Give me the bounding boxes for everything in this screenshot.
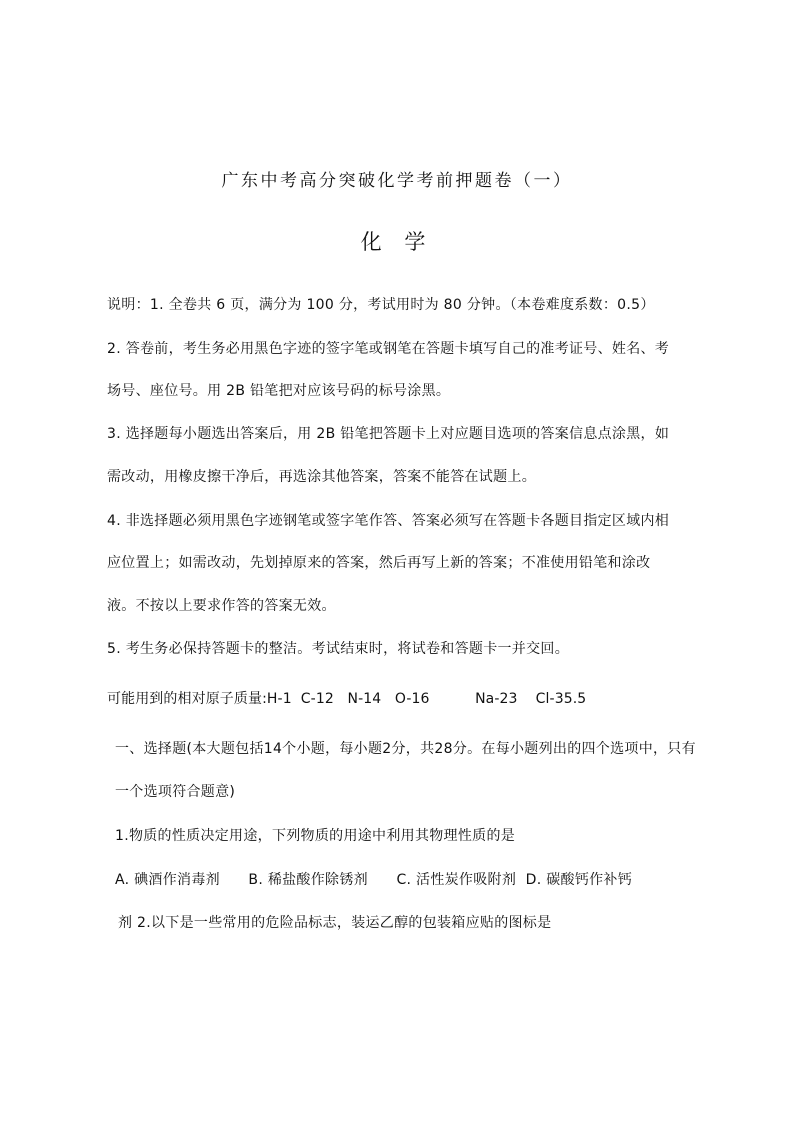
section-heading-line-1: 一、选择题(本大题包括14个小题，每小题2分，共28分。在每小题列出的四个选项中，只有	[115, 741, 696, 757]
question-1-stem: 1.物质的性质决定用途，下列物质的用途中利用其物理性质的是	[115, 828, 516, 844]
instruction-item-4-line-3: 液。不按以上要求作答的答案无效。	[107, 598, 336, 614]
atomic-masses	[107, 690, 586, 708]
question-1-continuation: 剂 2.以下是一些常用的危险品标志，装运乙醇的包装箱应贴的图标是	[118, 915, 552, 931]
instruction-item-3-line-2: 需改动，用橡皮擦干净后，再选涂其他答案，答案不能答在试题上。	[107, 469, 536, 485]
atomic-masses-values: H-1 C-12 N-14 O-16 Na-23 Cl-35.5	[266, 691, 587, 707]
instruction-item-5: 5. 考生务必保持答题卡的整洁。考试结束时，将试卷和答题卡一并交回。	[107, 641, 570, 657]
atomic-masses-label: 可能用到的相对原子质量:	[107, 691, 267, 707]
page-title: 广东中考高分突破化学考前押题卷（一）	[221, 171, 573, 191]
section-heading-line-2: 一个选项符合题意)	[115, 784, 236, 800]
instruction-item-2-line-1: 2. 答卷前，考生务必用黑色字迹的签字笔或钢笔在答题卡填写自己的准考证号、姓名、考	[107, 341, 670, 357]
instruction-item-4-line-1: 4. 非选择题必须用黑色字迹钢笔或签字笔作答、答案必须写在答题卡各题目指定区域内相	[107, 513, 670, 529]
question-1-options: A. 碘酒作消毒剂 B. 稀盐酸作除锈剂 C. 活性炭作吸附剂 D. 碳酸钙作补钙	[115, 872, 632, 888]
instruction-item-2-line-2: 场号、座位号。用 2B 铅笔把对应该号码的标号涂黑。	[107, 383, 451, 399]
subject-title: 化 学	[360, 230, 434, 254]
instruction-item-4-line-2: 应位置上；如需改动，先划掉原来的答案，然后再写上新的答案；不准使用铅笔和涂改	[107, 555, 651, 571]
instruction-item-3-line-1: 3. 选择题每小题选出答案后，用 2B 铅笔把答题卡上对应题目选项的答案信息点涂黑，如	[107, 426, 670, 442]
instruction-note: 说明：1. 全卷共 6 页，满分为 100 分，考试用时为 80 分钟。（本卷难度系数：0.5）	[107, 297, 655, 313]
